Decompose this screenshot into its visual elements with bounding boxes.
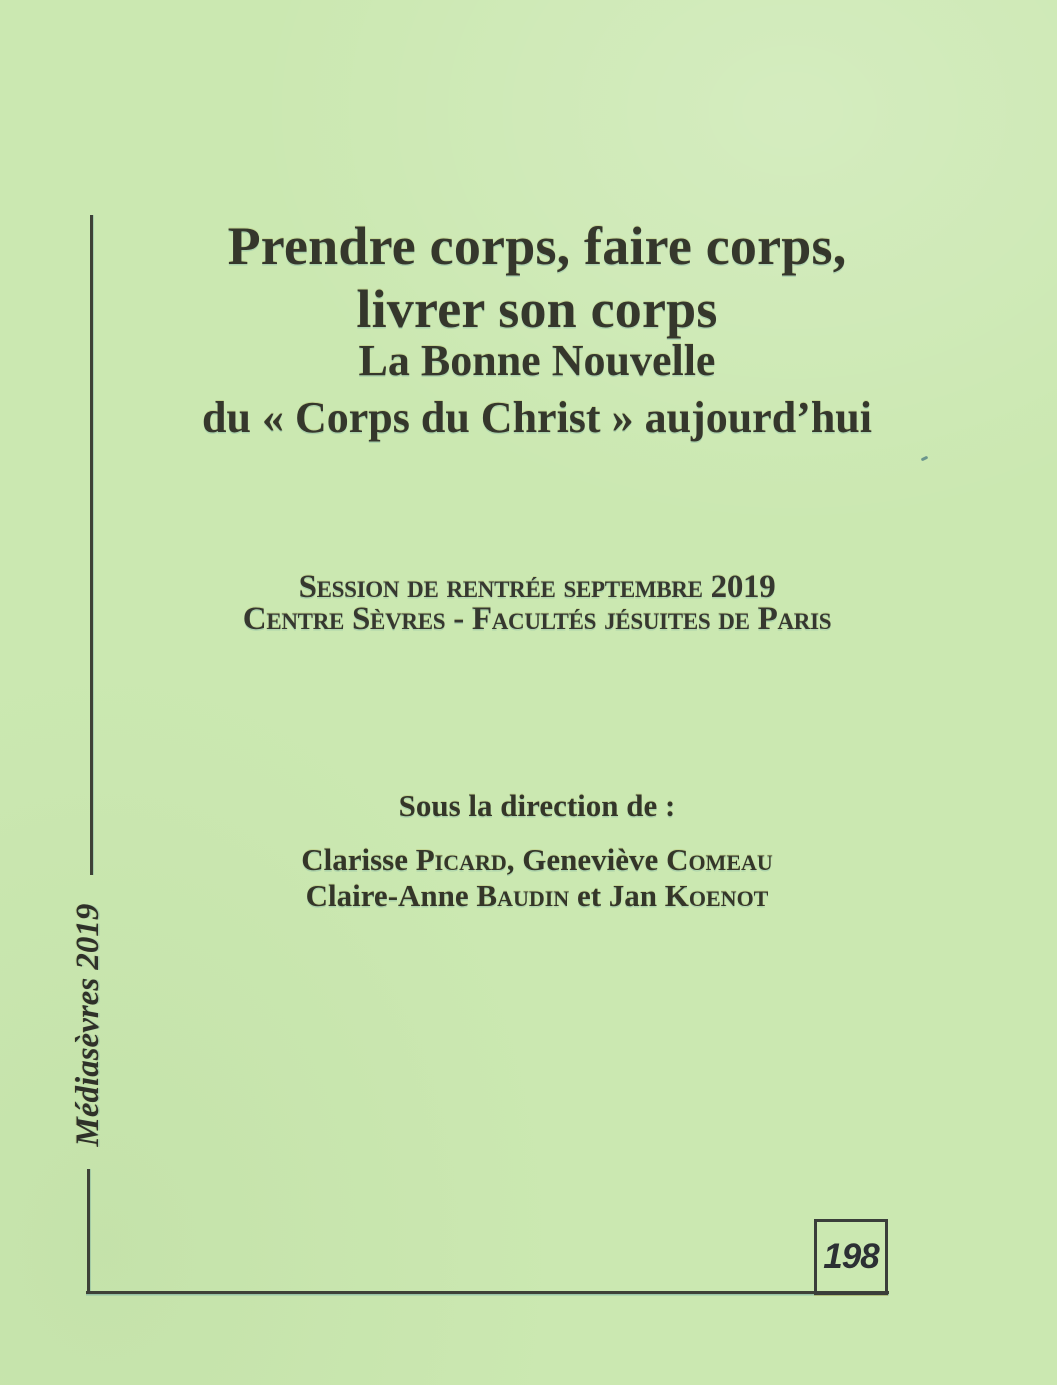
left-vertical-rule-bottom [87,1169,90,1294]
director-surname: Koenot [664,878,769,913]
book-title [77,215,997,341]
collection-number: 198 [823,1237,879,1276]
director-first-name: Clarisse [301,842,416,877]
series-label-vertical: Médiasèvres 2019 [70,903,106,1147]
book-subtitle-line2: du « Corps du Christ » aujourd’hui [202,393,872,442]
book-title-line1: Prendre corps, faire corps, [227,216,847,276]
left-vertical-rule-top [90,215,93,875]
directors-line1 [77,842,997,878]
director-surname: Picard [415,842,507,877]
session-line2: Centre Sèvres - Facultés jésuites de Paris [242,601,832,637]
book-subtitle [77,332,997,446]
director-first-name: , Geneviève [506,842,667,877]
session-line1: Session de rentrée septembre 2019 [298,569,776,605]
session-info [77,571,997,635]
scan-speck-artifact [921,456,929,462]
book-subtitle-line1: La Bonne Nouvelle [358,336,716,385]
book-title-line2: livrer son corps [356,279,718,339]
directors-line2 [77,878,997,914]
directors-names [77,842,997,914]
director-surname: Comeau [666,842,773,877]
director-first-name: Claire-Anne [305,878,477,913]
bottom-horizontal-rule [86,1291,889,1294]
director-first-name: et Jan [569,878,665,913]
direction-heading: Sous la direction de : [398,788,676,823]
director-surname: Baudin [476,878,570,913]
collection-number-box [814,1219,888,1295]
